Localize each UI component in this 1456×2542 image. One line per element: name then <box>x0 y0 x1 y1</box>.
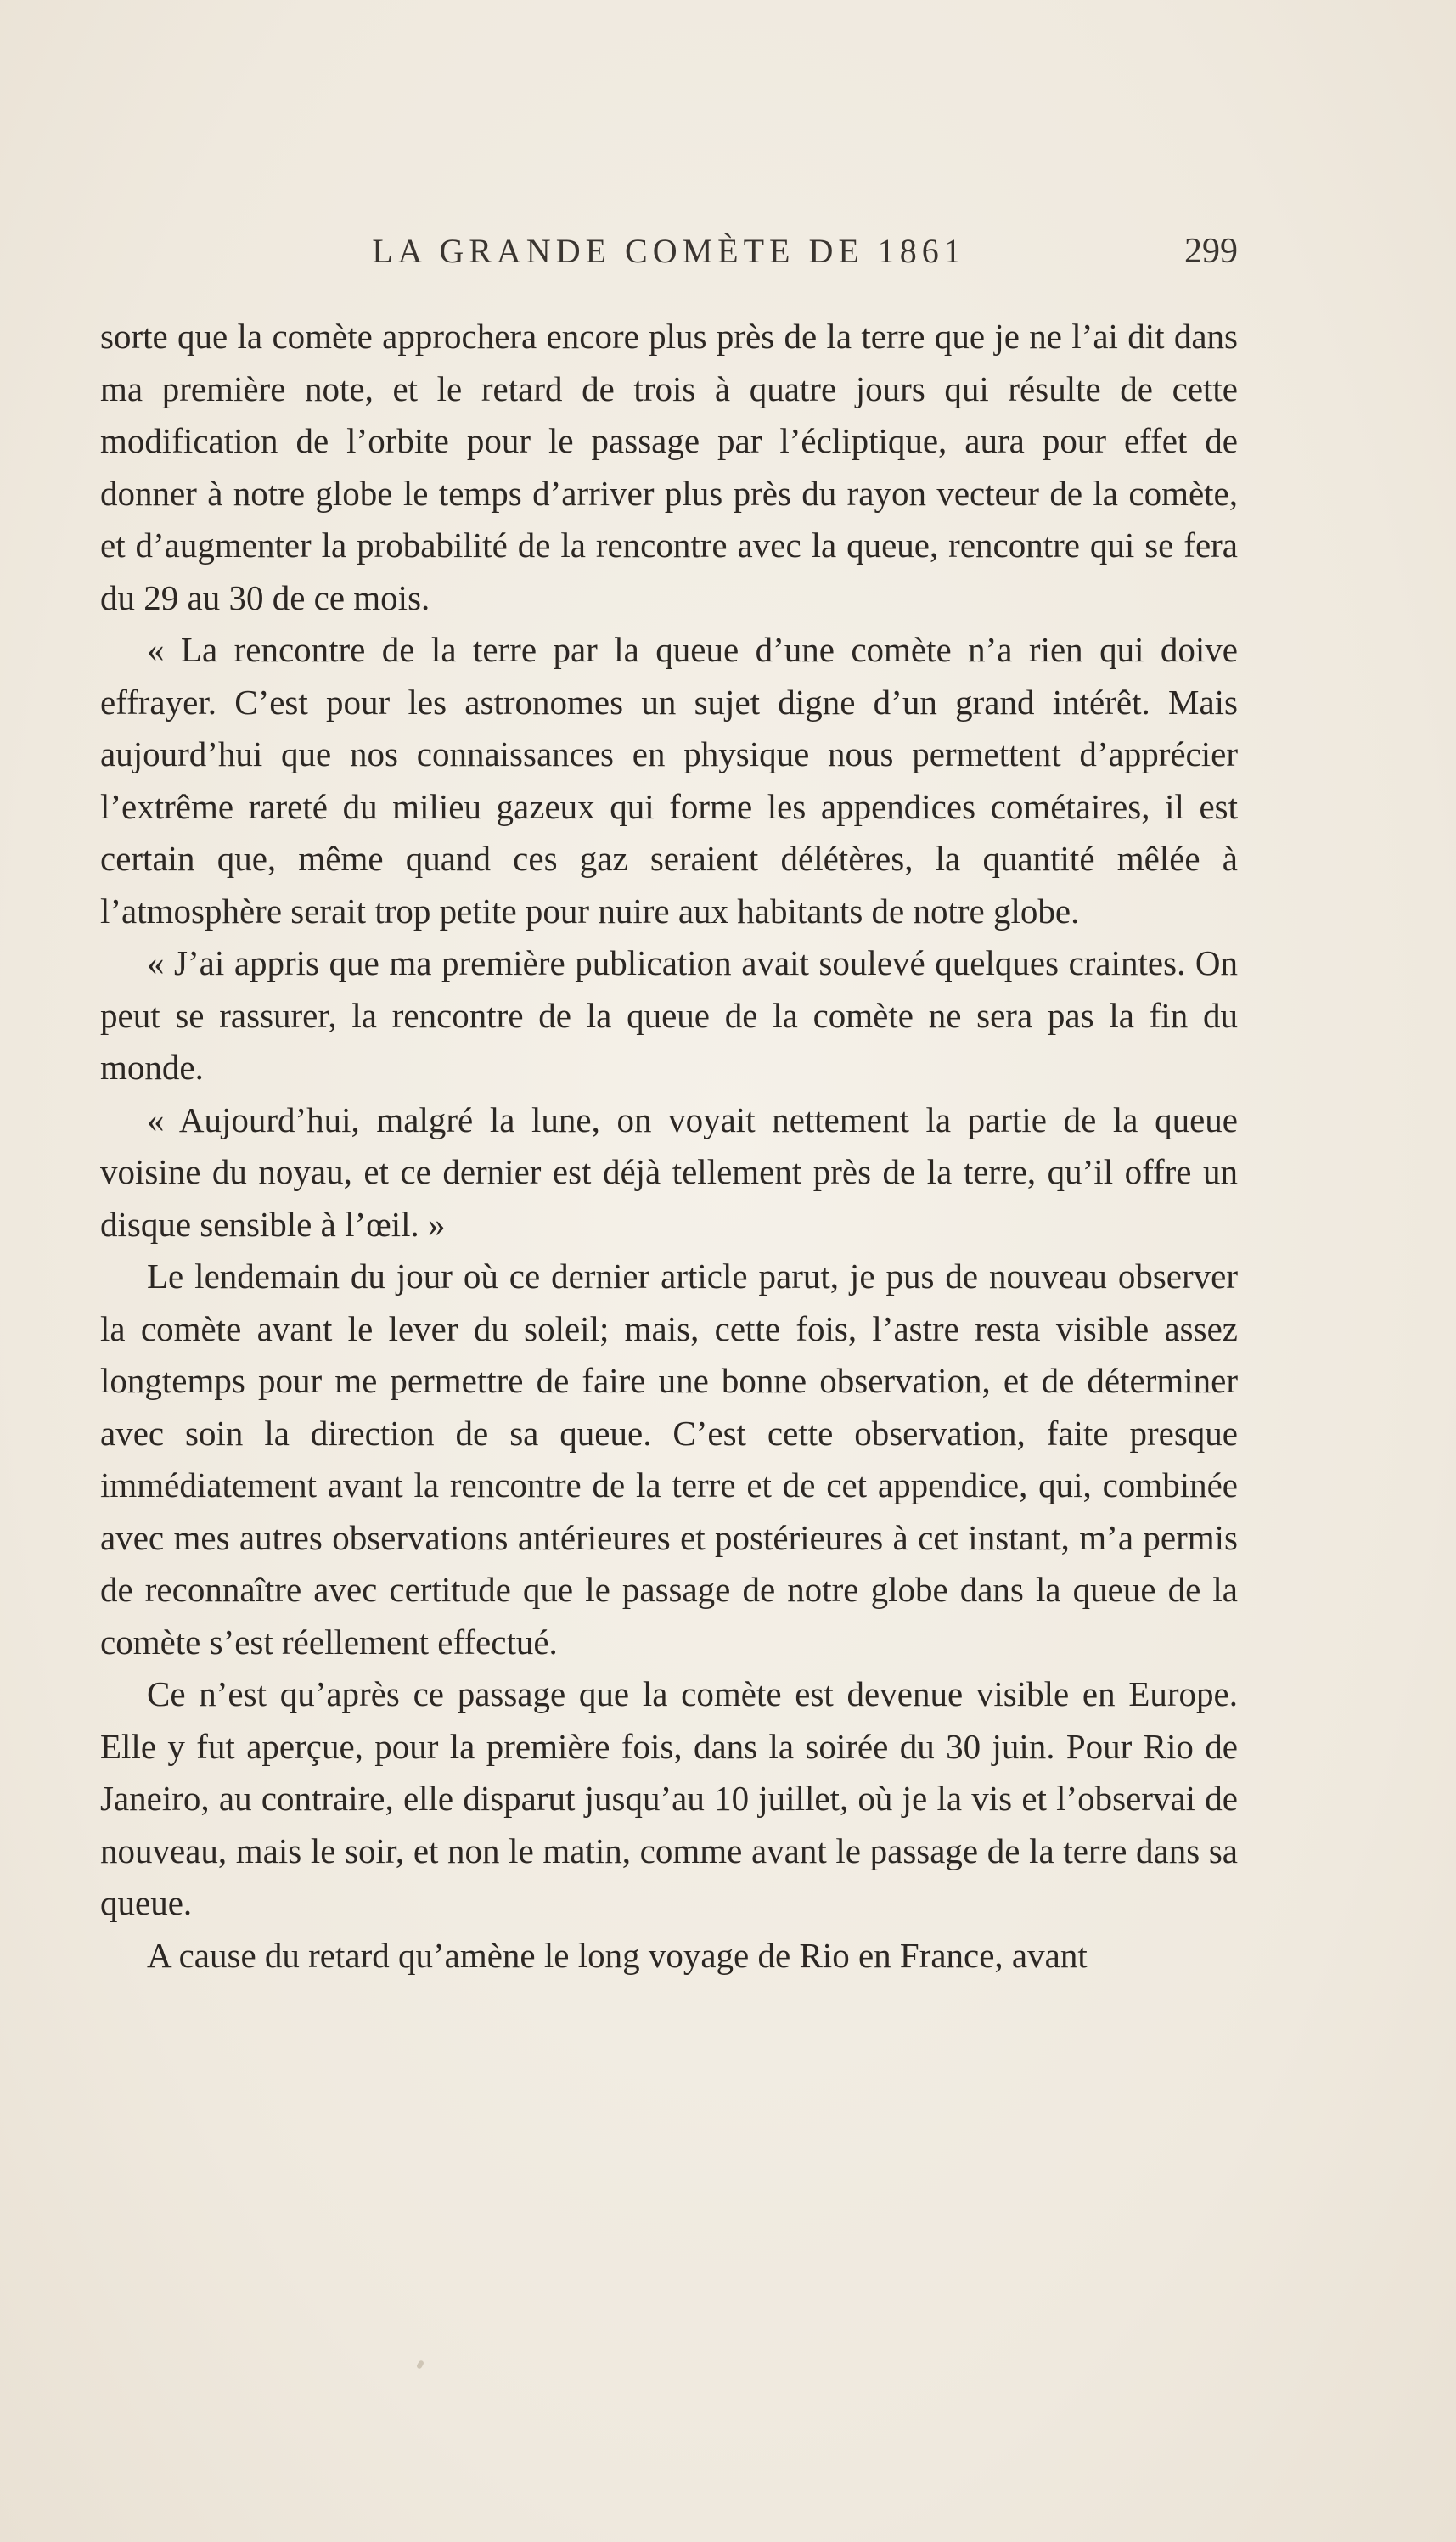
paragraph-5: Le lendemain du jour où ce dernier article parut, je pus de nouveau observer la comète avant le lever du soleil; mais, cette fois, l’astre resta visible assez longtemps pour me permettre de faire une bonne observation, et de déterminer avec soin la direction de sa queue. C’est cette observation, faite presque immédiatement avant la rencontre de la terre et de cet appendice, qui, combinée avec mes autres observations antérieures et postérieures à cet instant, m’a permis de reconnaître avec certitude que le passage de notre globe dans la queue de la comète s’est réellement effectué. <box>100 1257 1238 1662</box>
page-header <box>100 231 1238 282</box>
ink-smudge <box>416 2359 424 2370</box>
paragraph-6: Ce n’est qu’après ce passage que la comète est devenue visible en Europe. Elle y fut aperçue, pour la première fois, dans la soirée du 30 juin. Pour Rio de Janeiro, au contraire, elle disparut jusqu’au 10 juillet, où je la vis et l’observai de nouveau, mais le soir, et non le matin, comme avant le passage de la terre dans sa queue. <box>100 1674 1238 1922</box>
paragraph-7: A cause du retard qu’amène le long voyage de Rio en France, avant <box>147 1935 1088 1975</box>
paragraph-4: « Aujourd’hui, malgré la lune, on voyait nettement la partie de la queue voisine du noyau, et ce dernier est déjà tellement près de la terre, qu’il offre un disque sensible à l’œil. » <box>100 1099 1238 1244</box>
running-title: LA GRANDE COMÈTE DE 1861 <box>372 232 966 270</box>
body-text <box>100 311 1238 1982</box>
paragraph-2: « La rencontre de la terre par la queue d’une comète n’a rien qui doive effrayer. C’est pour les astronomes un sujet digne d’un grand intérêt. Mais aujourd’hui que nos connaissances en physique nous permettent d’apprécier l’extrême rareté du milieu gazeux qui forme les appendices cométaires, il est certain que, même quand ces gaz seraient délétères, la quantité mêlée à l’atmosphère serait trop petite pour nuire aux habitants de notre globe. <box>100 630 1238 931</box>
paragraph-1: sorte que la comète approchera encore plus près de la terre que je ne l’ai dit dans ma première note, et le retard de trois à quatre jours qui résulte de cette modification de l’orbite pour le passage par l’écliptique, aura pour effet de donner à notre globe le temps d’arriver plus près du rayon vecteur de la comète, et d’augmenter la probabilité de la rencontre avec la queue, rencontre qui se fera du 29 au 30 de ce mois. <box>100 317 1238 617</box>
paragraph-3: « J’ai appris que ma première publication avait soulevé quelques craintes. On peut se rassurer, la rencontre de la queue de la comète ne sera pas la fin du monde. <box>100 943 1238 1087</box>
page-number: 299 <box>1184 232 1238 271</box>
